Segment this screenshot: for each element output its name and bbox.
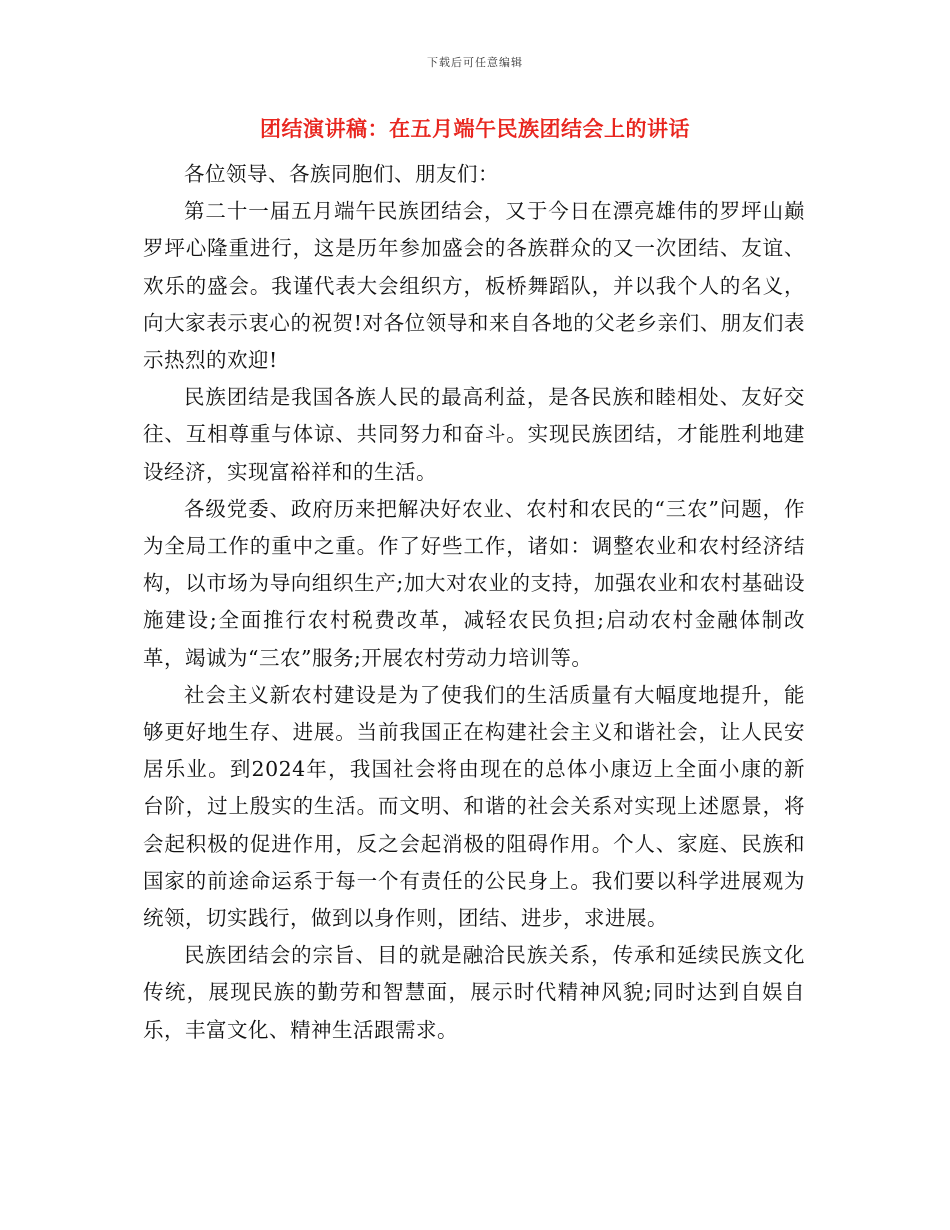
- body-paragraph: 民族团结是我国各族人民的最高利益，是各民族和睦相处、友好交往、互相尊重与体谅、共同努力和奋斗。实现民族团结，才能胜利地建设经济，实现富裕祥和的生活。: [143, 385, 805, 484]
- document-body: [143, 156, 805, 1049]
- header-note: 下载后可任意编辑: [427, 56, 523, 69]
- body-paragraph: 社会主义新农村建设是为了使我们的生活质量有大幅度地提升，能够更好地生存、进展。当前我国正在构建社会主义和谐社会，让人民安居乐业。到2024年，我国社会将由现在的总体小康迈上全面小康的新台阶，过上殷实的生活。而文明、和谐的社会关系对实现上述愿景，将会起积极的促进作用，反之会起消极的阻碍作用。个人、家庭、民族和国家的前途命运系于每一个有责任的公民身上。我们要以科学进展观为统领，切实践行，做到以身作则，团结、进步，求进展。: [143, 682, 805, 931]
- document-title: 团结演讲稿：在五月端午民族团结会上的讲话: [260, 116, 690, 141]
- body-paragraph: 各级党委、政府历来把解决好农业、农村和农民的“三农”问题，作为全局工作的重中之重。作了好些工作，诸如：调整农业和农村经济结构，以市场为导向组织生产;加大对农业的支持，加强农业和农村基础设施建设;全面推行农村税费改革，减轻农民负担;启动农村金融体制改革，竭诚为“三农”服务;开展农村劳动力培训等。: [143, 496, 805, 670]
- body-paragraph: 民族团结会的宗旨、目的就是融洽民族关系，传承和延续民族文化传统，展现民族的勤劳和智慧面，展示时代精神风貌;同时达到自娱自乐，丰富文化、精神生活跟需求。: [143, 943, 805, 1042]
- salutation-paragraph: 各位领导、各族同胞们、朋友们：: [184, 162, 499, 186]
- body-paragraph: 第二十一届五月端午民族团结会，又于今日在漂亮雄伟的罗坪山巅罗坪心隆重进行，这是历年参加盛会的各族群众的又一次团结、友谊、欢乐的盛会。我谨代表大会组织方，板桥舞蹈队，并以我个人的名义，向大家表示衷心的祝贺!对各位领导和来自各地的父老乡亲们、朋友们表示热烈的欢迎!: [143, 199, 805, 373]
